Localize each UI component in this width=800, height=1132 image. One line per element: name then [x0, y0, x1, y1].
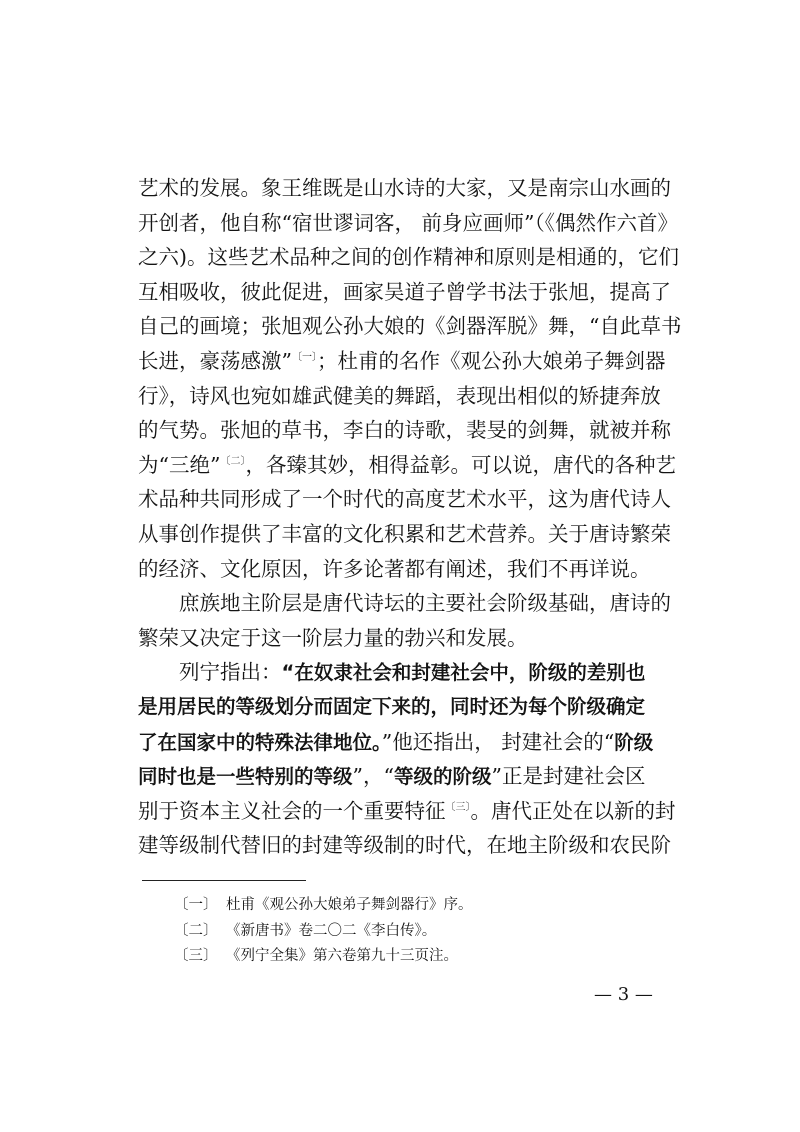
page-number: — 3 — — [594, 984, 653, 1005]
text-line: 自己的画境；张旭观公孙大娘的《剑器浑脱》舞，“自此草书 — [138, 314, 682, 339]
text-line: 庶族地主阶层是唐代诗坛的主要社会阶级基础，唐诗的 — [179, 591, 671, 616]
note-ref-3: 〔三〕 — [445, 801, 471, 813]
footnote-text: 杜甫《观公孙大娘弟子舞剑器行》序。 — [226, 897, 473, 913]
text-line — [138, 344, 684, 379]
footnote-2 — [174, 919, 473, 945]
quote-bold: 等级的阶级 — [393, 765, 492, 789]
text-line: 开创者，他自称“宿世谬词客， 前身应画师”（《偶然作六首》 — [138, 210, 678, 235]
text-line: 的气势。张旭的草书，李白的诗歌，裴旻的剑舞，就被并称 — [138, 418, 671, 443]
text-line: 建等级制代替旧的封建等级制的时代，在地主阶级和农民阶 — [138, 833, 671, 858]
text-line — [138, 725, 684, 760]
footnote-text: 《列宁全集》第六卷第九十三页注。 — [226, 948, 458, 964]
footnote-mark: 〔三〕 — [174, 948, 218, 964]
text-segment: ”，“ — [352, 764, 394, 789]
text-segment: ；杜甫的名作《观公孙大娘弟子舞剑器 — [316, 348, 666, 373]
body-text — [138, 171, 684, 863]
quote-bold-line: 是用居民的等级划分而固定下来的，同时还为每个阶级确定 — [138, 694, 646, 718]
footnote-mark: 〔一〕 — [174, 897, 218, 913]
text-line: 行》，诗风也宛如雄武健美的舞蹈，表现出相似的矫捷奔放 — [138, 383, 661, 408]
footnote-mark: 〔二〕 — [174, 922, 218, 939]
text-line — [138, 759, 684, 794]
text-line: 从事创作提供了丰富的文化积累和艺术营养。关于唐诗繁荣 — [138, 521, 671, 546]
quote-bold: 了在国家中的特殊法律地位。 — [138, 730, 382, 754]
text-segment: ”他还指出， 封建社会的“ — [381, 729, 615, 754]
text-line: 之六)。这些艺术品种之间的创作精神和原则是相通的，它们 — [138, 245, 679, 270]
text-segment: 长进，豪荡感激” — [138, 348, 292, 373]
text-line: 互相吸收，彼此促进，画家吴道子曾学书法于张旭，提高了 — [138, 279, 671, 304]
text-line: 的经济、文化原因，许多论著都有阐述，我们不再详说。 — [138, 556, 651, 581]
text-segment: 。唐代正处在以新的封 — [470, 798, 676, 823]
text-segment: ，各臻其妙，相得益彰。可以说，唐代的各种艺 — [245, 452, 676, 477]
text-line — [138, 794, 684, 829]
text-line — [138, 448, 684, 483]
text-segment: 别于资本主义社会的一个重要特征 — [138, 798, 446, 823]
text-line: 繁荣又决定于这一阶层力量的勃兴和发展。 — [138, 625, 528, 650]
text-line — [138, 655, 684, 690]
quote-bold: 阶级 — [614, 730, 654, 754]
note-ref-2: 〔二〕 — [220, 455, 246, 467]
quote-bold: 同时也是一些特别的等级 — [138, 765, 353, 789]
text-line: 艺术的发展。象王维既是山水诗的大家，又是南宗山水画的 — [138, 176, 671, 200]
text-line: 术品种共同形成了一个时代的高度艺术水平，这为唐代诗人 — [138, 487, 671, 512]
quote-bold: “在奴隶社会和封建社会中，阶级的差别也 — [281, 661, 646, 685]
text-segment: 列宁指出： — [179, 660, 282, 685]
footnote-3 — [174, 944, 473, 970]
footnote-divider — [142, 880, 306, 881]
footnote-1 — [174, 893, 473, 919]
note-ref-1: 〔一〕 — [291, 351, 317, 363]
text-segment: ”正是封建社会区 — [491, 764, 646, 789]
footnotes — [174, 893, 473, 970]
footnote-text: 《新唐书》卷二〇二《李白传》。 — [226, 922, 437, 939]
text-segment: 为“三绝” — [138, 452, 221, 477]
